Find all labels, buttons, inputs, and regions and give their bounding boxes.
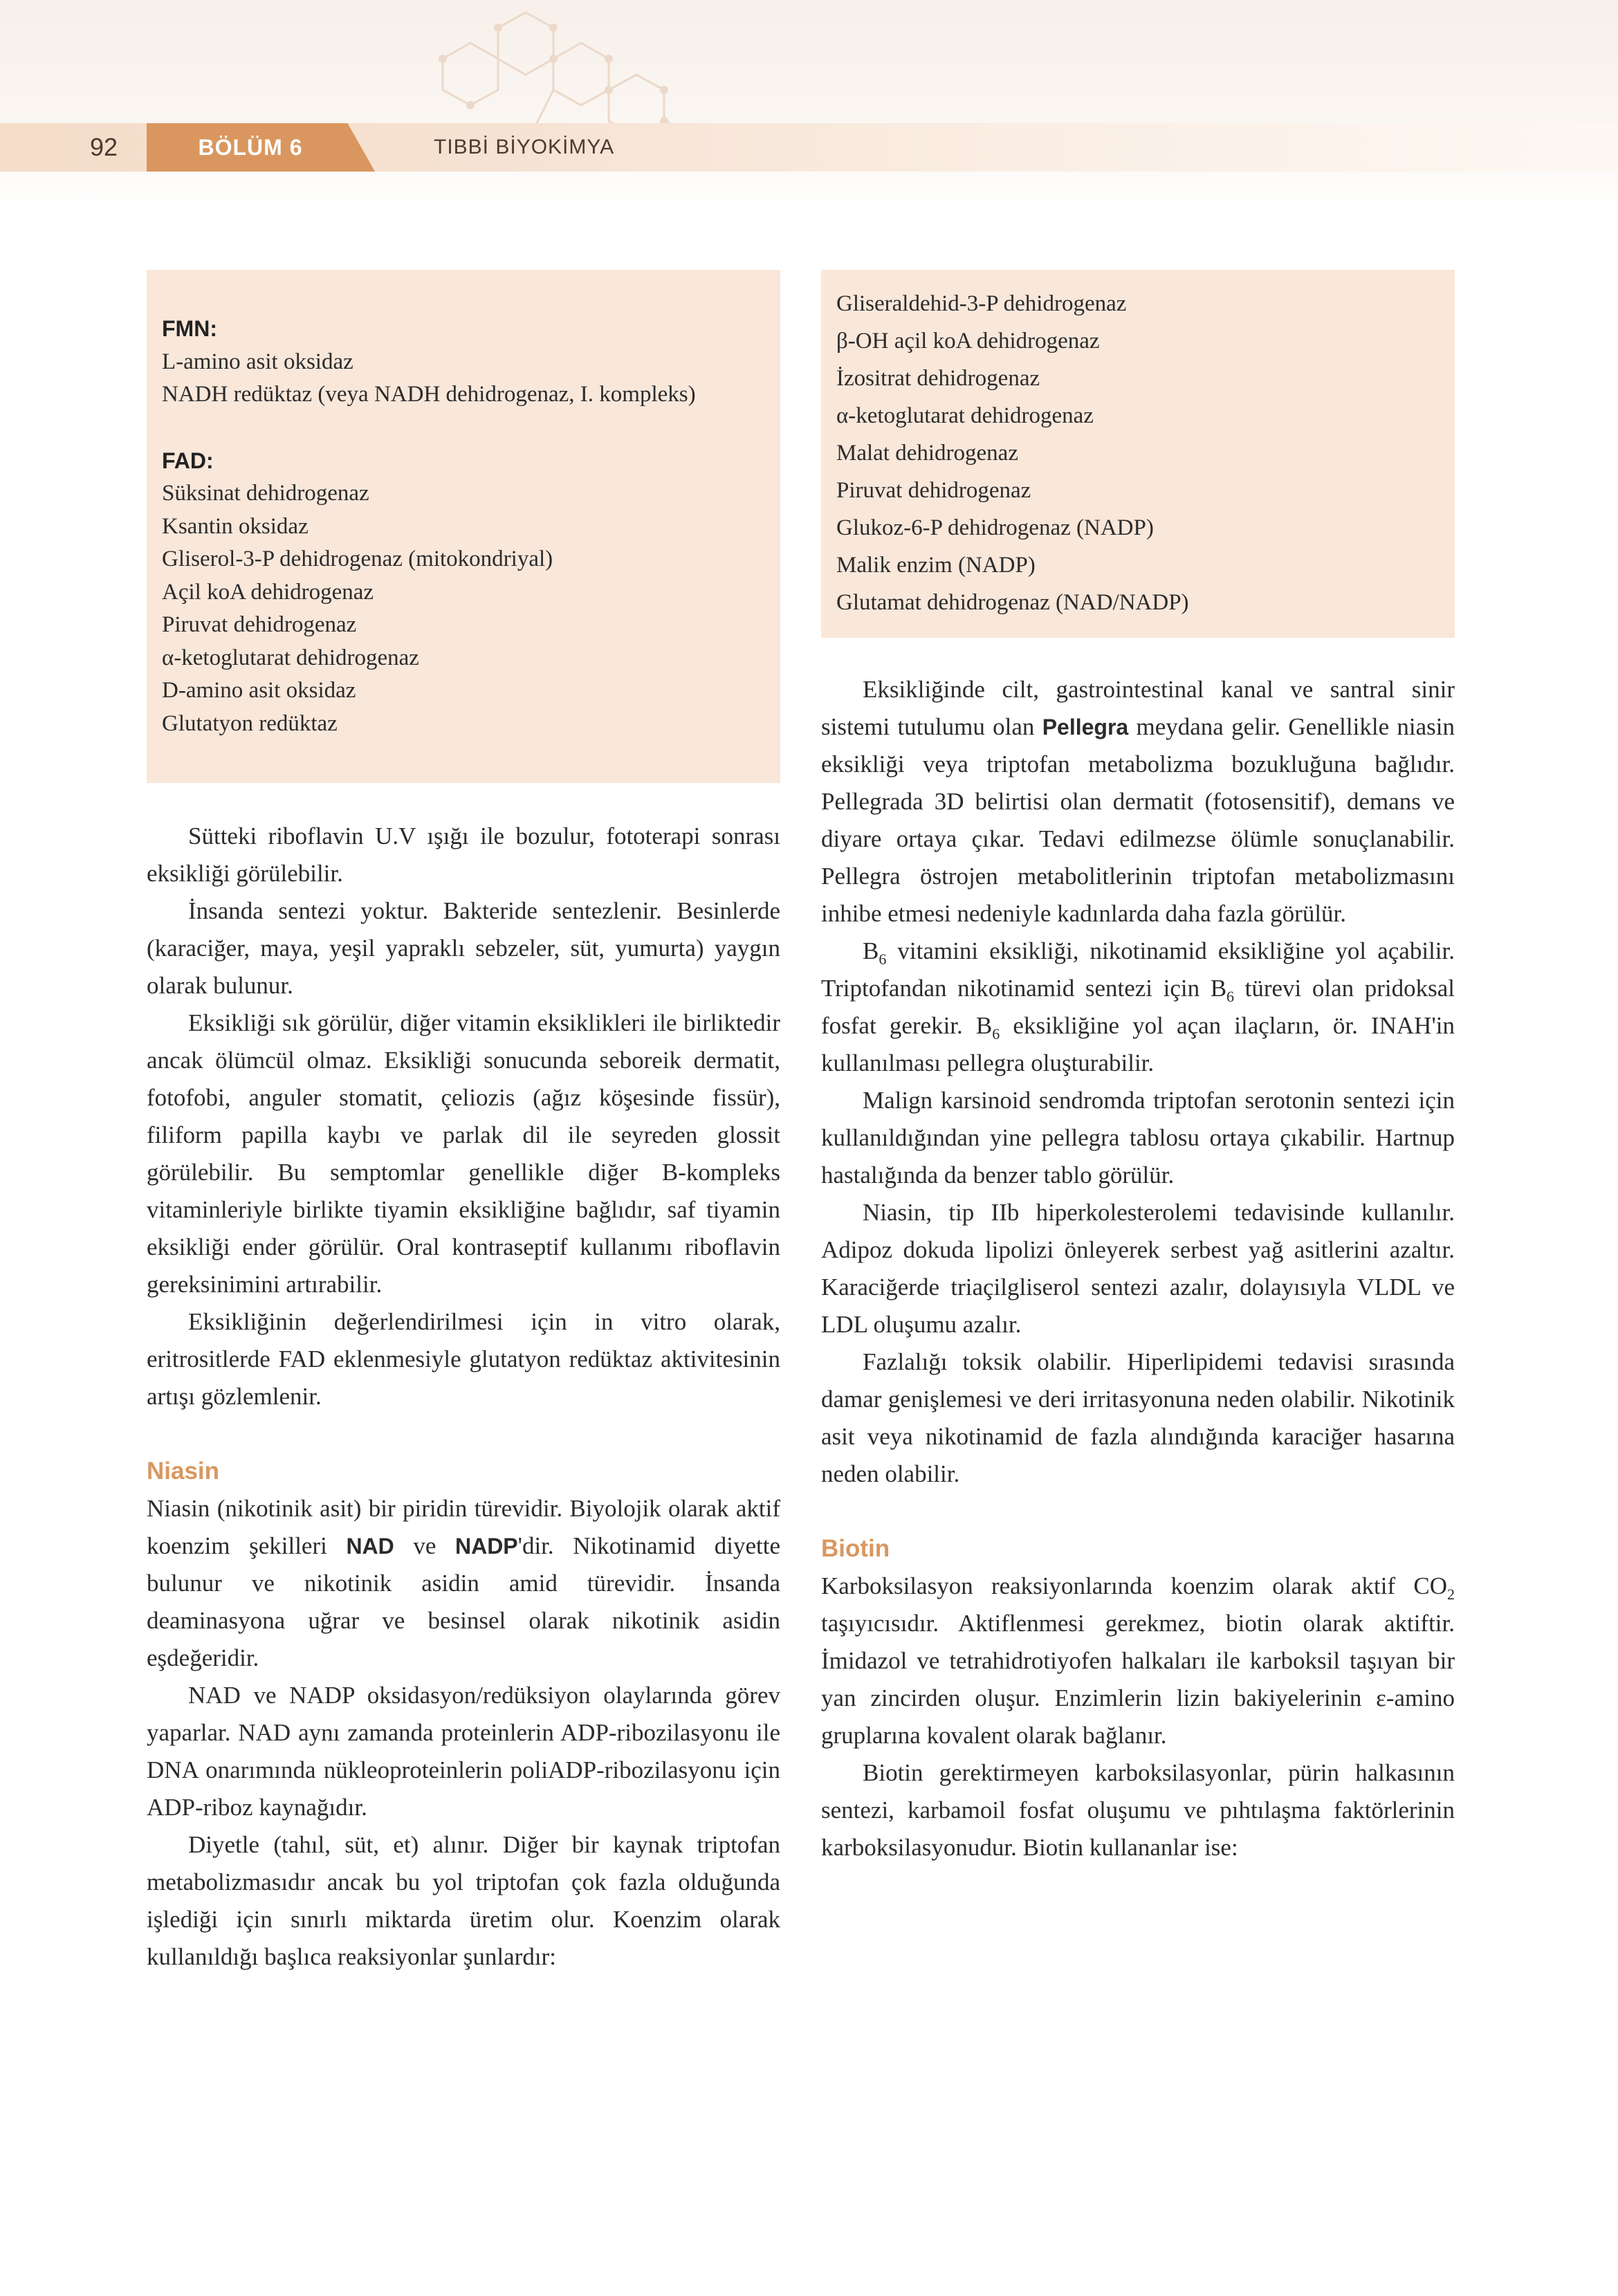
list-item: İzositrat dehidrogenaz — [836, 366, 1040, 391]
list-item: Malik enzim (NADP) — [836, 553, 1036, 578]
list-item: Süksinat dehidrogenaz — [162, 481, 369, 506]
paragraph: Malign karsinoid sendromda triptofan serotonin sentezi için kullanıldığından yine pellegra tablosu ortaya çıkabilir. Hartnup hastalığında da benzer tablo görülür. — [821, 1087, 1455, 1188]
list-item: Açil koA dehidrogenaz — [162, 579, 374, 605]
fad-heading: FAD: — [162, 448, 214, 473]
niasin-heading: Niasin — [147, 1458, 220, 1485]
paragraph: Eksikliğinde cilt, gastrointestinal kanal ve santral sinir sistemi tutulumu olan Pellegra meydana gelir. Genellikle niasin eksikliği veya triptofan metabolizma bozukluğuna bağlıdır. Pellegrada 3D belirtisi olan dermatit (fotosensitif), demans ve diyare ortaya çıkar. Tedavi edilmezse ölümle sonuçlanabilir. Pellegra östrojen metabolitlerinin triptofan metabolizmasını inhibe etmesi nedeniyle kadınlarda daha fazla görülür. — [821, 676, 1455, 927]
nadp-term: NADP — [454, 1534, 518, 1559]
list-item: Ksantin oksidaz — [162, 513, 309, 539]
book-title: TIBBİ BİYOKİMYA — [434, 136, 615, 158]
list-item: Malat dehidrogenaz — [836, 441, 1018, 466]
list-item: α-ketoglutarat dehidrogenaz — [162, 645, 419, 670]
paragraph: Fazlalığı toksik olabilir. Hiperlipidemi tedavisi sırasında damar genişlemesi ve deri irritasyonuna neden olabilir. Nikotinik asit veya nikotinamid de fazla alındığında karaciğer hasarına neden olabilir. — [821, 1348, 1455, 1487]
list-item: D-amino asit oksidaz — [162, 678, 356, 703]
chapter-label: BÖLÜM 6 — [198, 135, 303, 160]
paragraph: Eksikliğinin değerlendirilmesi için in vitro olarak, eritrositlerde FAD eklenmesiyle glutatyon redüktaz aktivitesinin artışı gözlemlenir. — [147, 1308, 780, 1410]
list-item: α-ketoglutarat dehidrogenaz — [836, 403, 1094, 428]
list-item: Piruvat dehidrogenaz — [162, 612, 357, 637]
page-header — [0, 0, 1618, 208]
list-item: L-amino asit oksidaz — [162, 349, 353, 374]
list-item: β-OH açil koA dehidrogenaz — [836, 329, 1100, 353]
molecule-decoration — [208, 0, 761, 208]
nad-term: NAD — [346, 1534, 394, 1559]
paragraph: Eksikliği sık görülür, diğer vitamin eksiklikleri ile birliktedir ancak ölümcül olmaz. Eksikliği sonucunda seboreik dermatit, fotofobi, anguler stomatit, çeliozis (ağız köşesinde fissür), filiform papilla kaybı ve parlak dil ile seyreden glossit görülebilir. Bu semptomlar genellikle diğer B-kompleks vitaminleriyle birlikte tiyamin eksikliğine bağlıdır, saf tiyamin eksikliği ender görülür. Oral kontraseptif kullanımı riboflavin gereksinimini artırabilir. — [147, 1009, 780, 1298]
fmn-heading: FMN: — [162, 316, 217, 341]
paragraph: NAD ve NADP oksidasyon/redüksiyon olaylarında görev yaparlar. NAD aynı zamanda proteinlerin ADP-ribozilasyonu ile DNA onarımında nükleoproteinlerin poliADP-ribozilasyonu için ADP-riboz kaynağıdır. — [147, 1682, 780, 1821]
paragraph: Biotin gerektirmeyen karboksilasyonlar, pürin halkasının sentezi, karbamoil fosfat oluşumu ve pıhtılaşma faktörlerinin karboksilasyonudur. Biotin kullananlar ise: — [821, 1759, 1455, 1861]
list-item: Glutamat dehidrogenaz (NAD/NADP) — [836, 590, 1189, 615]
list-item: Gliseraldehid-3-P dehidrogenaz — [836, 291, 1127, 316]
biotin-heading: Biotin — [821, 1535, 890, 1562]
list-item: Glukoz-6-P dehidrogenaz (NADP) — [836, 515, 1154, 540]
paragraph: $B_6$ vitamini eksikliği, nikotinamid eksikliğine yol açabilir. Triptofandan nikotinamid sentezi için $B_6$ türevi olan pridoksal fosfat gerekir. $B_6$ eksikliğine yol açan ilaçların, ör. INAH'in kullanılması pellegra oluşturabilir. — [821, 937, 1455, 1076]
nad-enzymes-box — [821, 270, 1455, 638]
paragraph: İnsanda sentezi yoktur. Bakteride sentezlenir. Besinlerde (karaciğer, maya, yeşil yapraklı sebzeler, süt, yumurta) yaygın olarak bulunur. — [147, 897, 780, 999]
left-column — [147, 818, 780, 1976]
flavoprotein-box — [147, 270, 780, 783]
paragraph: Sütteki riboflavin U.V ışığı ile bozulur, fototerapi sonrası eksikliği görülebilir. — [147, 823, 780, 887]
paragraph: Niasin, tip IIb hiperkolesterolemi tedavisinde kullanılır. Adipoz dokuda lipolizi önleyerek serbest yağ asitlerini azaltır. Karaciğerde triaçilgliserol sentezi azalır, dolayısıyla VLDL ve LDL oluşumu azalır. — [821, 1199, 1455, 1338]
list-item: Gliserol-3-P dehidrogenaz (mitokondriyal) — [162, 547, 553, 571]
list-item: Glutatyon redüktaz — [162, 710, 338, 736]
page-number: 92 — [90, 133, 118, 161]
paragraph: Karboksilasyon reaksiyonlarında koenzim olarak aktif $CO_2$ taşıyıcısıdır. Aktiflenmesi gerekmez, biotin olarak aktiftir. İmidazol ve tetrahidrotiyofen halkaları ile karboksil taşıyan bir yan zincirden oluşur. Enzimlerin lizin bakiyelerinin ε-amino gruplarına kovalent olarak bağlanır. — [821, 1572, 1455, 1749]
paragraph: Niasin (nikotinik asit) bir piridin türevidir. Biyolojik olarak aktif koenzim şekilleri NAD ve NADP'dir. Nikotinamid diyette bulunur ve nikotinik asidin amid türevidir. İnsanda deaminasyona uğrar ve besinsel olarak nikotinik asidin eşdeğeridir. — [147, 1495, 780, 1671]
pellegra-term: Pellegra — [1042, 715, 1129, 740]
list-item: NADH redüktaz (veya NADH dehidrogenaz, I. kompleks) — [162, 382, 696, 407]
list-item: Piruvat dehidrogenaz — [836, 478, 1031, 503]
paragraph: Diyetle (tahıl, süt, et) alınır. Diğer bir kaynak triptofan metabolizmasıdır ancak bu yol triptofan çok fazla olduğunda işlediği için sınırlı miktarda üretim olur. Koenzim olarak kullanıldığı başlıca reaksiyonlar şunlardır: — [147, 1831, 780, 1970]
right-column — [821, 671, 1455, 1866]
